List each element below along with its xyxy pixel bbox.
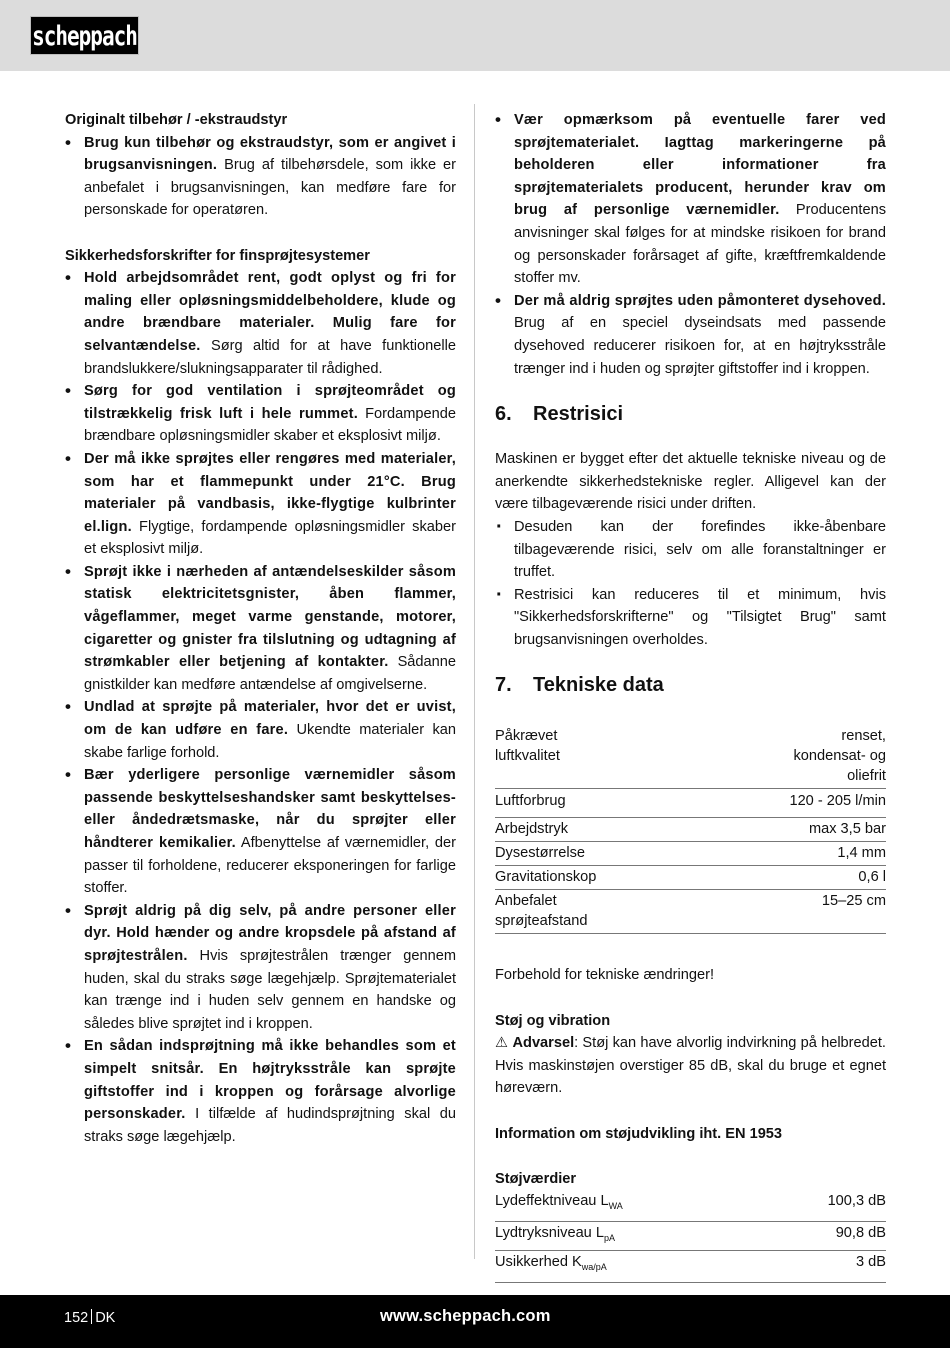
technical-changes-note: Forbehold for tekniske ændringer! [495,967,715,984]
item-bold: Sørg for god ventilation i sprøjteområdet og tilstrækkelig frisk luft i hele rummet. [84,383,456,422]
safety-list [65,267,456,1148]
spec-label: Luftforbrug [495,789,619,818]
noise-values-table [495,1190,886,1283]
safety-heading: Sikkerhedsforskrifter for finsprøjtesystemer [65,247,370,264]
spec-label: Anbefalet sprøjteafstand [495,890,619,934]
spec-value: max 3,5 bar [619,818,886,842]
spec-value: renset, kondensat- og oliefrit [619,725,886,789]
scheppach-logo [30,16,139,55]
item-text: Flygtige, fordampende opløsningsmidler skaber et eksplosivt miljø. [84,518,456,558]
item-bold: Hold arbejdsområdet rent, godt oplyst og fri for maling eller opløsningsmiddelbeholdere, klude og andre brændbare materialer. Mulig fare for selvantændelse. [84,270,456,354]
list-item [495,290,886,380]
item-bold: Undlad at sprøjte på materialer, hvor det er uvist, om de kan udføre en fare. [84,699,456,739]
list-item [65,380,456,448]
spec-label: Dysestørrelse [495,842,619,866]
item-text: Afbenyttelse af værnemidler, der passer til forholdene, reducerer eksponeringen for farlige stoffer. [84,835,456,897]
item-text: Brug af tilbehørsdele, som ikke er anbefalet i brugsanvisningen, kan medføre fare for personskade for operatøren. [84,157,456,219]
item-bold: En sådan indsprøjtning må ikke behandles som et simpelt snitsår. En højtryksstråle kan sprøjte giftstoffer ind i kroppen og forårsage alvorlige personskader. [84,1038,456,1123]
section-title: Restrisici [533,403,624,426]
label-subscript: pA [603,1233,615,1244]
noise-value: 100,3 dB [763,1190,886,1222]
noise-label [495,1222,763,1251]
table-row [495,789,886,818]
list-item [65,132,456,222]
table-row [495,1251,886,1283]
section-number: 6. [495,403,512,426]
list-item: · Desuden kan der forefindes ikke-åbenbare tilbageværende risici, selv om alle foranstaltninger er truffet. [495,516,886,584]
noise-label [495,1190,763,1222]
safety-list-continued [495,109,886,380]
list-item [65,1035,456,1148]
item-text: Ukendte materialer kan skabe farlige forhold. [84,722,456,761]
item-text: Fordampende brændbare opløsningsmidler skaber et eksplosivt miljø. [84,405,456,445]
section-title: Tekniske data [533,674,664,697]
page-header [0,0,950,71]
label-text: Lydtryksniveau L [495,1225,604,1242]
item-bold: Der må ikke sprøjtes eller rengøres med materialer, som har et flammepunkt under 21°C. Brug materialer på vandbasis, ikke-flygtige kulbrinter el.lign. [84,450,456,535]
label-subscript: WA [608,1201,623,1212]
list-item [495,109,886,290]
accessories-list [65,132,456,222]
table-row [495,725,886,789]
item-bold: Bær yderligere personlige værnemidler såsom passende beskyttelseshandsker samt beskyttelses- eller åndedrætsmaske, når du sprøjter eller håndterer kemikalier. [84,767,456,851]
section-7-heading [495,671,886,699]
item-bold: Der må aldrig sprøjtes uden påmonteret dysehoved. [514,292,886,309]
warning-text: : Støj kan have alvorlig indvirkning på helbredet. Hvis maskinstøjen overstiger 85 dB, skal du bruge et egnet høreværn. [495,1035,886,1097]
left-column [65,109,456,1148]
list-item [65,448,456,561]
list-item [65,561,456,697]
residual-risk-list [495,516,886,652]
spec-value: 120 - 205 l/min [619,789,886,818]
logo-text: scheppach [32,20,137,51]
noise-value: 3 dB [763,1251,886,1283]
noise-heading: Støj og vibration [495,1012,611,1029]
website-url: www.scheppach.com [380,1307,551,1325]
item-text: Sørg altid for at have funktionelle brandslukkere/slukningsapparater til rådighed. [84,337,456,377]
noise-label [495,1251,763,1283]
item-text: Producentens anvisninger skal følges for at mindske risikoen for brand og personskader forårsaget af gifte, kræftfremkaldende stoffer mv. [514,202,886,287]
spec-label: Påkrævet luftkvalitet [495,725,619,789]
list-item [65,267,456,380]
warning-label: Advarsel [512,1035,575,1052]
technical-data-table [495,725,886,934]
accessories-heading: Originalt tilbehør / -ekstraudstyr [65,112,288,128]
table-row [495,890,886,934]
spec-value: 0,6 l [619,866,886,890]
warning-icon: ⚠ [495,1035,509,1052]
label-text: Usikkerhed K [495,1254,582,1271]
item-text: I tilfælde af hudindsprøjtning skal du straks søge lægehjælp. [84,1106,456,1145]
list-item [65,696,456,764]
noise-values-heading: Støjværdier [495,1170,577,1187]
item-bold: Sprøjt aldrig på dig selv, på andre personer eller dyr. Hold hænder og andre kropsdele på afstand af sprøjtestrålen. [84,902,456,964]
table-row [495,842,886,866]
table-row [495,1222,886,1251]
item-text: Hvis sprøjtestrålen trænger gennem huden, skal du straks søge lægehjælp. Sprøjtematerialet kan trænge ind i huden selv gennem en handske og således blive sprøjtet ind i kroppen. [84,947,456,1032]
right-column [495,109,886,1283]
item-bold: Vær opmærksom på eventuelle farer ved sprøjtematerialet. Iagttag markeringerne på beholderen eller informationer fra sprøjtematerialets producent, herunder krav om brug af personlige værnemidler. [514,112,886,219]
section-number: 7. [495,674,512,697]
label-subscript: wa/pA [581,1262,607,1273]
item-text: Sådanne gnistkilder kan medføre antændelse af omgivelserne. [84,654,456,693]
column-divider [474,104,475,1259]
page-number: 152 [64,1310,89,1326]
section-6-heading [495,400,886,428]
language-code: DK [95,1310,116,1326]
table-row [495,866,886,890]
separator [91,1309,92,1324]
table-row [495,818,886,842]
list-item: · Restrisici kan reduceres til et minimum, hvis "Sikkerhedsforskrifterne" og "Tilsigtet Brug" samt brugsanvisningen overholdes. [495,584,886,652]
noise-value: 90,8 dB [763,1222,886,1251]
table-row [495,1190,886,1222]
label-text: Lydeffektniveau L [495,1193,609,1210]
spec-label: Arbejdstryk [495,818,619,842]
spec-value: 1,4 mm [619,842,886,866]
item-bold: Sprøjt ikke i nærheden af antændelseskilder såsom statisk elektricitetsgnister, åben flammer, vågeflammer, meget varme genstande, motorer, cigaretter og gnister fra tilslutning og udtagning af strømkabler eller betjening af kontakter. [84,563,456,671]
spec-value: 15–25 cm [619,890,886,934]
list-item [65,764,456,900]
item-text: Brug af en speciel dyseindsats med passende dysehoved reducerer risikoen for, at en højtryksstråle trænger ind i huden og sprøjter giftstoffer ind i kroppen. [514,315,886,377]
page-indicator [64,1309,115,1326]
residual-risk-intro: Maskinen er bygget efter det aktuelle tekniske niveau og de anerkendte sikkerhedstekniske regler. Alligevel kan der være tilbageværende risici under driften. [495,451,886,513]
list-item [65,900,456,1036]
item-bold: Brug kun tilbehør og ekstraudstyr, som er angivet i brugsanvisningen. [84,134,456,174]
noise-warning [495,1032,886,1100]
noise-info-heading: Information om støjudvikling iht. EN 1953 [495,1125,783,1142]
spec-label: Gravitationskop [495,866,619,890]
page-footer [0,1295,950,1348]
